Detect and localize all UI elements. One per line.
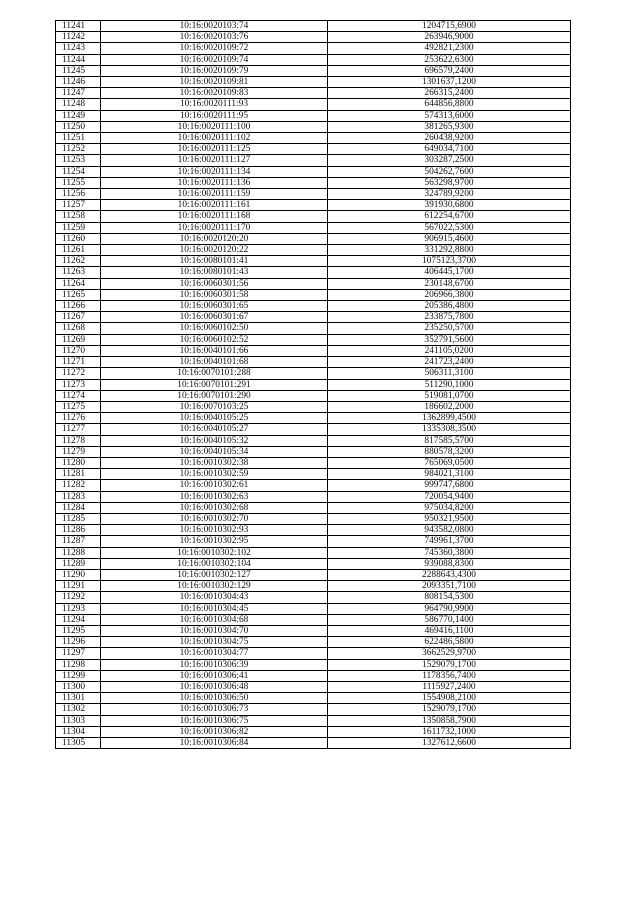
table-row bbox=[56, 491, 571, 502]
cadastral-number-cell: 10:16:0010304:75 bbox=[101, 637, 328, 648]
cadastral-number-cell: 10:16:0020109:72 bbox=[101, 43, 328, 54]
table-row bbox=[56, 401, 571, 412]
row-number-cell: 11302 bbox=[56, 704, 101, 715]
row-number-cell: 11285 bbox=[56, 513, 101, 524]
table-row bbox=[56, 614, 571, 625]
value-cell: 765069,0500 bbox=[328, 457, 571, 468]
cadastral-number-cell: 10:16:0020111:93 bbox=[101, 99, 328, 110]
cadastral-number-cell: 10:16:0010304:45 bbox=[101, 603, 328, 614]
value-cell: 622486,5800 bbox=[328, 637, 571, 648]
value-cell: 260438,9200 bbox=[328, 133, 571, 144]
cadastral-number-cell: 10:16:0060102:50 bbox=[101, 323, 328, 334]
cadastral-number-cell: 10:16:0040101:68 bbox=[101, 357, 328, 368]
cadastral-number-cell: 10:16:0010306:84 bbox=[101, 738, 328, 749]
table-row bbox=[56, 65, 571, 76]
value-cell: 3662529,9700 bbox=[328, 648, 571, 659]
row-number-cell: 11244 bbox=[56, 54, 101, 65]
cadastral-number-cell: 10:16:0010302:61 bbox=[101, 480, 328, 491]
row-number-cell: 11283 bbox=[56, 491, 101, 502]
value-cell: 241723,2400 bbox=[328, 357, 571, 368]
table-row bbox=[56, 693, 571, 704]
table-row bbox=[56, 704, 571, 715]
table-row bbox=[56, 99, 571, 110]
cadastral-number-cell: 10:16:0040101:66 bbox=[101, 345, 328, 356]
cadastral-number-cell: 10:16:0010302:59 bbox=[101, 469, 328, 480]
row-number-cell: 11276 bbox=[56, 413, 101, 424]
cadastral-number-cell: 10:16:0010302:104 bbox=[101, 558, 328, 569]
value-cell: 352791,5600 bbox=[328, 334, 571, 345]
table-row bbox=[56, 323, 571, 334]
row-number-cell: 11304 bbox=[56, 726, 101, 737]
row-number-cell: 11294 bbox=[56, 614, 101, 625]
row-number-cell: 11252 bbox=[56, 144, 101, 155]
value-cell: 406445,1700 bbox=[328, 267, 571, 278]
table-row bbox=[56, 166, 571, 177]
row-number-cell: 11272 bbox=[56, 368, 101, 379]
cadastral-number-cell: 10:16:0040105:27 bbox=[101, 424, 328, 435]
table-row bbox=[56, 144, 571, 155]
table-row bbox=[56, 424, 571, 435]
row-number-cell: 11262 bbox=[56, 256, 101, 267]
cadastral-number-cell: 10:16:0080101:41 bbox=[101, 256, 328, 267]
table-row bbox=[56, 256, 571, 267]
table-row bbox=[56, 558, 571, 569]
value-cell: 506311,3100 bbox=[328, 368, 571, 379]
value-cell: 1301637,1200 bbox=[328, 77, 571, 88]
value-cell: 324789,9200 bbox=[328, 189, 571, 200]
value-cell: 696579,2400 bbox=[328, 65, 571, 76]
row-number-cell: 11257 bbox=[56, 200, 101, 211]
row-number-cell: 11301 bbox=[56, 693, 101, 704]
table-row bbox=[56, 648, 571, 659]
table-row bbox=[56, 189, 571, 200]
cadastral-number-cell: 10:16:0010306:41 bbox=[101, 670, 328, 681]
cadastral-number-cell: 10:16:0020120:20 bbox=[101, 233, 328, 244]
cadastral-number-cell: 10:16:0010306:39 bbox=[101, 659, 328, 670]
table-row bbox=[56, 345, 571, 356]
row-number-cell: 11246 bbox=[56, 77, 101, 88]
row-number-cell: 11255 bbox=[56, 177, 101, 188]
cadastral-number-cell: 10:16:0010304:70 bbox=[101, 625, 328, 636]
table-row bbox=[56, 32, 571, 43]
cadastral-number-cell: 10:16:0010302:70 bbox=[101, 513, 328, 524]
value-cell: 880578,3200 bbox=[328, 446, 571, 457]
row-number-cell: 11256 bbox=[56, 189, 101, 200]
value-cell: 1075123,3700 bbox=[328, 256, 571, 267]
table-row bbox=[56, 155, 571, 166]
cadastral-number-cell: 10:16:0040105:32 bbox=[101, 435, 328, 446]
value-cell: 644856,8800 bbox=[328, 99, 571, 110]
row-number-cell: 11243 bbox=[56, 43, 101, 54]
row-number-cell: 11245 bbox=[56, 65, 101, 76]
row-number-cell: 11299 bbox=[56, 670, 101, 681]
table-row bbox=[56, 513, 571, 524]
table-row bbox=[56, 43, 571, 54]
value-cell: 263946,9000 bbox=[328, 32, 571, 43]
value-cell: 817585,5700 bbox=[328, 435, 571, 446]
cadastral-number-cell: 10:16:0020109:79 bbox=[101, 65, 328, 76]
value-cell: 233875,7800 bbox=[328, 312, 571, 323]
cadastral-number-cell: 10:16:0010302:68 bbox=[101, 502, 328, 513]
row-number-cell: 11267 bbox=[56, 312, 101, 323]
cadastral-number-cell: 10:16:0020109:74 bbox=[101, 54, 328, 65]
cadastral-number-cell: 10:16:0010304:68 bbox=[101, 614, 328, 625]
row-number-cell: 11266 bbox=[56, 301, 101, 312]
cadastral-number-cell: 10:16:0020111:134 bbox=[101, 166, 328, 177]
table-row bbox=[56, 211, 571, 222]
table-row bbox=[56, 390, 571, 401]
value-cell: 266315,2400 bbox=[328, 88, 571, 99]
cadastral-value-table bbox=[55, 20, 571, 749]
table-row bbox=[56, 312, 571, 323]
value-cell: 808154,5300 bbox=[328, 592, 571, 603]
value-cell: 567022,5300 bbox=[328, 222, 571, 233]
value-cell: 649034,7100 bbox=[328, 144, 571, 155]
cadastral-number-cell: 10:16:0020120:22 bbox=[101, 245, 328, 256]
table-row bbox=[56, 278, 571, 289]
cadastral-number-cell: 10:16:0010304:77 bbox=[101, 648, 328, 659]
table-row bbox=[56, 368, 571, 379]
row-number-cell: 11277 bbox=[56, 424, 101, 435]
value-cell: 2093351,7100 bbox=[328, 581, 571, 592]
row-number-cell: 11258 bbox=[56, 211, 101, 222]
row-number-cell: 11280 bbox=[56, 457, 101, 468]
table-row bbox=[56, 222, 571, 233]
value-cell: 1554908,2100 bbox=[328, 693, 571, 704]
table-row bbox=[56, 413, 571, 424]
table-row bbox=[56, 480, 571, 491]
row-number-cell: 11259 bbox=[56, 222, 101, 233]
table-row bbox=[56, 233, 571, 244]
row-number-cell: 11241 bbox=[56, 21, 101, 32]
value-cell: 1178356,7400 bbox=[328, 670, 571, 681]
value-cell: 241105,0200 bbox=[328, 345, 571, 356]
row-number-cell: 11288 bbox=[56, 547, 101, 558]
value-cell: 1529079,1700 bbox=[328, 659, 571, 670]
table-row bbox=[56, 592, 571, 603]
cadastral-number-cell: 10:16:0040105:34 bbox=[101, 446, 328, 457]
table-row bbox=[56, 200, 571, 211]
cadastral-number-cell: 10:16:0070101:291 bbox=[101, 379, 328, 390]
cadastral-number-cell: 10:16:0020111:136 bbox=[101, 177, 328, 188]
value-cell: 939088,8300 bbox=[328, 558, 571, 569]
row-number-cell: 11281 bbox=[56, 469, 101, 480]
cadastral-number-cell: 10:16:0060301:65 bbox=[101, 301, 328, 312]
value-cell: 563298,9700 bbox=[328, 177, 571, 188]
value-cell: 950321,9500 bbox=[328, 513, 571, 524]
value-cell: 511290,1000 bbox=[328, 379, 571, 390]
value-cell: 391930,6800 bbox=[328, 200, 571, 211]
table-row bbox=[56, 670, 571, 681]
cadastral-number-cell: 10:16:0010306:75 bbox=[101, 715, 328, 726]
table-row bbox=[56, 77, 571, 88]
value-cell: 720054,9400 bbox=[328, 491, 571, 502]
cadastral-number-cell: 10:16:0020111:168 bbox=[101, 211, 328, 222]
cadastral-number-cell: 10:16:0080101:43 bbox=[101, 267, 328, 278]
value-cell: 381265,9300 bbox=[328, 121, 571, 132]
table-row bbox=[56, 289, 571, 300]
row-number-cell: 11279 bbox=[56, 446, 101, 457]
value-cell: 999747,6800 bbox=[328, 480, 571, 491]
row-number-cell: 11253 bbox=[56, 155, 101, 166]
row-number-cell: 11286 bbox=[56, 525, 101, 536]
row-number-cell: 11248 bbox=[56, 99, 101, 110]
value-cell: 1335308,3500 bbox=[328, 424, 571, 435]
row-number-cell: 11261 bbox=[56, 245, 101, 256]
table-row bbox=[56, 334, 571, 345]
row-number-cell: 11273 bbox=[56, 379, 101, 390]
cadastral-number-cell: 10:16:0070103:25 bbox=[101, 401, 328, 412]
table-row bbox=[56, 357, 571, 368]
row-number-cell: 11269 bbox=[56, 334, 101, 345]
table-row bbox=[56, 715, 571, 726]
table-row bbox=[56, 603, 571, 614]
value-cell: 230148,6700 bbox=[328, 278, 571, 289]
row-number-cell: 11274 bbox=[56, 390, 101, 401]
table-row bbox=[56, 469, 571, 480]
value-cell: 586770,1400 bbox=[328, 614, 571, 625]
row-number-cell: 11268 bbox=[56, 323, 101, 334]
value-cell: 745360,3800 bbox=[328, 547, 571, 558]
value-cell: 1327612,6600 bbox=[328, 738, 571, 749]
row-number-cell: 11270 bbox=[56, 345, 101, 356]
table-row bbox=[56, 446, 571, 457]
row-number-cell: 11260 bbox=[56, 233, 101, 244]
row-number-cell: 11247 bbox=[56, 88, 101, 99]
cadastral-number-cell: 10:16:0060102:52 bbox=[101, 334, 328, 345]
value-cell: 504262,7600 bbox=[328, 166, 571, 177]
value-cell: 906915,4600 bbox=[328, 233, 571, 244]
row-number-cell: 11282 bbox=[56, 480, 101, 491]
table-body bbox=[56, 21, 571, 749]
row-number-cell: 11264 bbox=[56, 278, 101, 289]
cadastral-number-cell: 10:16:0040105:25 bbox=[101, 413, 328, 424]
row-number-cell: 11278 bbox=[56, 435, 101, 446]
table-row bbox=[56, 569, 571, 580]
table-row bbox=[56, 379, 571, 390]
row-number-cell: 11254 bbox=[56, 166, 101, 177]
row-number-cell: 11303 bbox=[56, 715, 101, 726]
value-cell: 519081,0700 bbox=[328, 390, 571, 401]
row-number-cell: 11300 bbox=[56, 681, 101, 692]
value-cell: 1350858,7900 bbox=[328, 715, 571, 726]
table-row bbox=[56, 681, 571, 692]
row-number-cell: 11292 bbox=[56, 592, 101, 603]
cadastral-number-cell: 10:16:0010302:93 bbox=[101, 525, 328, 536]
cadastral-number-cell: 10:16:0020111:95 bbox=[101, 110, 328, 121]
cadastral-number-cell: 10:16:0010306:50 bbox=[101, 693, 328, 704]
table-row bbox=[56, 659, 571, 670]
value-cell: 2288643,4300 bbox=[328, 569, 571, 580]
value-cell: 253622,6300 bbox=[328, 54, 571, 65]
cadastral-number-cell: 10:16:0010302:127 bbox=[101, 569, 328, 580]
cadastral-number-cell: 10:16:0060301:58 bbox=[101, 289, 328, 300]
value-cell: 205386,4800 bbox=[328, 301, 571, 312]
cadastral-number-cell: 10:16:0010306:48 bbox=[101, 681, 328, 692]
cadastral-number-cell: 10:16:0010302:63 bbox=[101, 491, 328, 502]
value-cell: 206966,3800 bbox=[328, 289, 571, 300]
cadastral-number-cell: 10:16:0020109:81 bbox=[101, 77, 328, 88]
table-row bbox=[56, 581, 571, 592]
row-number-cell: 11271 bbox=[56, 357, 101, 368]
row-number-cell: 11290 bbox=[56, 569, 101, 580]
table-row bbox=[56, 525, 571, 536]
cadastral-number-cell: 10:16:0020111:100 bbox=[101, 121, 328, 132]
value-cell: 235250,5700 bbox=[328, 323, 571, 334]
row-number-cell: 11305 bbox=[56, 738, 101, 749]
table-row bbox=[56, 133, 571, 144]
cadastral-number-cell: 10:16:0060301:56 bbox=[101, 278, 328, 289]
row-number-cell: 11284 bbox=[56, 502, 101, 513]
value-cell: 469416,1100 bbox=[328, 625, 571, 636]
cadastral-number-cell: 10:16:0010302:95 bbox=[101, 536, 328, 547]
row-number-cell: 11295 bbox=[56, 625, 101, 636]
row-number-cell: 11287 bbox=[56, 536, 101, 547]
table-row bbox=[56, 726, 571, 737]
cadastral-number-cell: 10:16:0070101:290 bbox=[101, 390, 328, 401]
cadastral-number-cell: 10:16:0020111:161 bbox=[101, 200, 328, 211]
value-cell: 492821,2300 bbox=[328, 43, 571, 54]
cadastral-number-cell: 10:16:0020111:127 bbox=[101, 155, 328, 166]
table-row bbox=[56, 625, 571, 636]
cadastral-number-cell: 10:16:0010306:82 bbox=[101, 726, 328, 737]
row-number-cell: 11289 bbox=[56, 558, 101, 569]
table-row bbox=[56, 54, 571, 65]
table-row bbox=[56, 502, 571, 513]
value-cell: 1529079,1700 bbox=[328, 704, 571, 715]
row-number-cell: 11298 bbox=[56, 659, 101, 670]
row-number-cell: 11249 bbox=[56, 110, 101, 121]
table-row bbox=[56, 738, 571, 749]
row-number-cell: 11242 bbox=[56, 32, 101, 43]
value-cell: 749961,3700 bbox=[328, 536, 571, 547]
table-row bbox=[56, 121, 571, 132]
table-row bbox=[56, 536, 571, 547]
value-cell: 331292,8800 bbox=[328, 245, 571, 256]
table-row bbox=[56, 110, 571, 121]
value-cell: 1204715,6900 bbox=[328, 21, 571, 32]
table-row bbox=[56, 637, 571, 648]
cadastral-number-cell: 10:16:0010302:129 bbox=[101, 581, 328, 592]
row-number-cell: 11291 bbox=[56, 581, 101, 592]
value-cell: 612254,6700 bbox=[328, 211, 571, 222]
table-row bbox=[56, 88, 571, 99]
row-number-cell: 11263 bbox=[56, 267, 101, 278]
cadastral-number-cell: 10:16:0070101:288 bbox=[101, 368, 328, 379]
row-number-cell: 11297 bbox=[56, 648, 101, 659]
cadastral-number-cell: 10:16:0010302:102 bbox=[101, 547, 328, 558]
row-number-cell: 11250 bbox=[56, 121, 101, 132]
value-cell: 975034,8200 bbox=[328, 502, 571, 513]
cadastral-number-cell: 10:16:0020111:159 bbox=[101, 189, 328, 200]
table-row bbox=[56, 267, 571, 278]
table-row bbox=[56, 245, 571, 256]
row-number-cell: 11265 bbox=[56, 289, 101, 300]
cadastral-number-cell: 10:16:0020111:125 bbox=[101, 144, 328, 155]
value-cell: 964790,9900 bbox=[328, 603, 571, 614]
row-number-cell: 11293 bbox=[56, 603, 101, 614]
row-number-cell: 11275 bbox=[56, 401, 101, 412]
table-row bbox=[56, 547, 571, 558]
value-cell: 574313,6000 bbox=[328, 110, 571, 121]
value-cell: 943582,0800 bbox=[328, 525, 571, 536]
row-number-cell: 11296 bbox=[56, 637, 101, 648]
cadastral-number-cell: 10:16:0020111:102 bbox=[101, 133, 328, 144]
cadastral-number-cell: 10:16:0060301:67 bbox=[101, 312, 328, 323]
value-cell: 186602,2000 bbox=[328, 401, 571, 412]
table-row bbox=[56, 177, 571, 188]
cadastral-number-cell: 10:16:0020103:76 bbox=[101, 32, 328, 43]
table-row bbox=[56, 301, 571, 312]
value-cell: 1115927,2400 bbox=[328, 681, 571, 692]
table-row bbox=[56, 21, 571, 32]
cadastral-number-cell: 10:16:0020111:170 bbox=[101, 222, 328, 233]
row-number-cell: 11251 bbox=[56, 133, 101, 144]
cadastral-number-cell: 10:16:0010304:43 bbox=[101, 592, 328, 603]
value-cell: 1611732,1000 bbox=[328, 726, 571, 737]
value-cell: 303287,2500 bbox=[328, 155, 571, 166]
cadastral-number-cell: 10:16:0020103:74 bbox=[101, 21, 328, 32]
cadastral-number-cell: 10:16:0010306:73 bbox=[101, 704, 328, 715]
table-row bbox=[56, 435, 571, 446]
table-row bbox=[56, 457, 571, 468]
cadastral-number-cell: 10:16:0020109:83 bbox=[101, 88, 328, 99]
value-cell: 1362899,4500 bbox=[328, 413, 571, 424]
cadastral-number-cell: 10:16:0010302:38 bbox=[101, 457, 328, 468]
value-cell: 984021,3100 bbox=[328, 469, 571, 480]
